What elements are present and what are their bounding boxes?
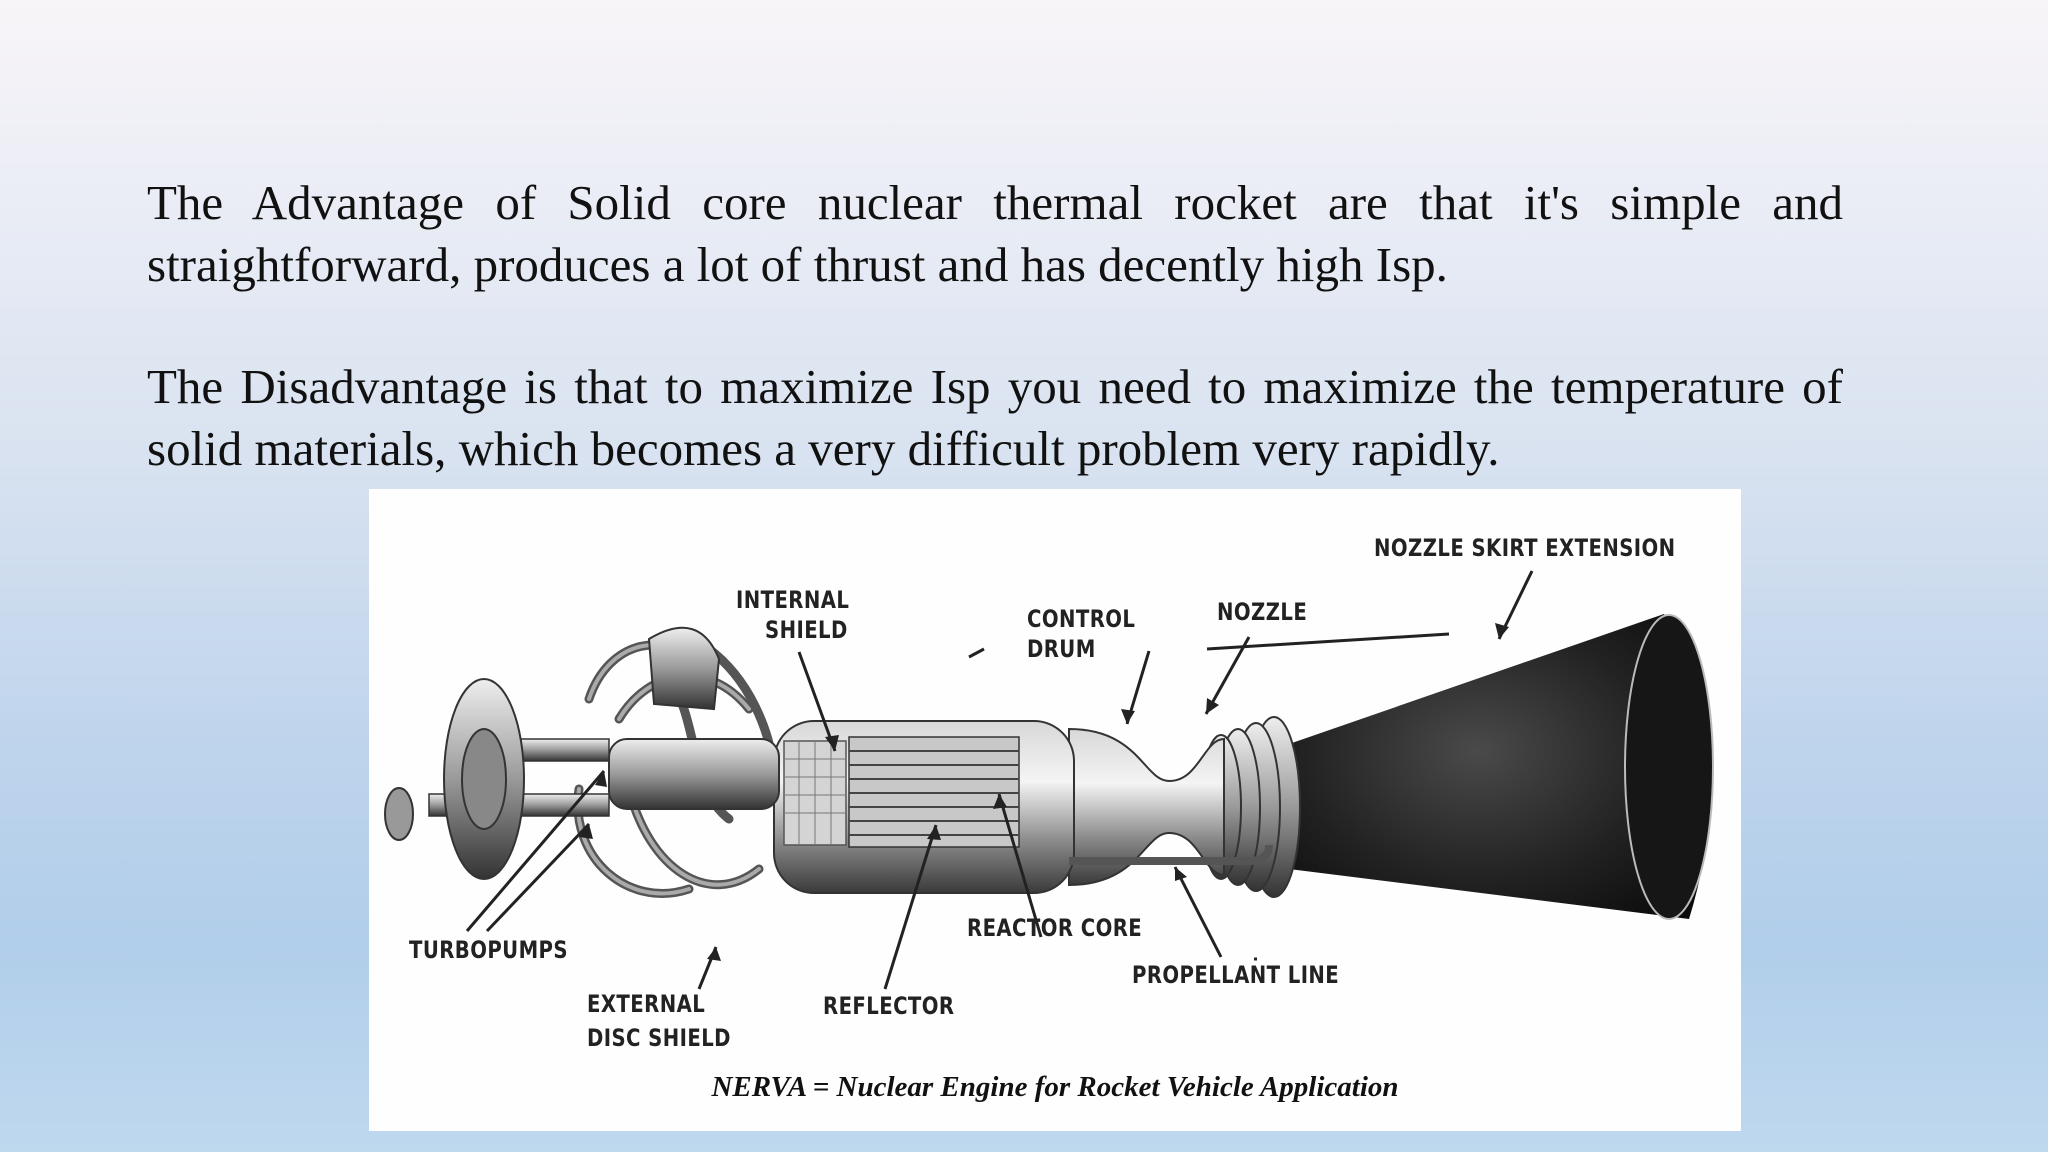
engine-illustration (369, 489, 1741, 1131)
label-reflector: REFLECTOR (823, 992, 955, 1020)
disadvantage-paragraph: The Disadvantage is that to maximize Isp you need to maximize the temperature of solid materials, which becomes a very difficult problem very rapidly. (147, 359, 1843, 476)
label-internal-shield-line1: INTERNAL (736, 586, 850, 614)
advantage-paragraph: The Advantage of Solid core nuclear thermal rocket are that it's simple and straightforward, produces a lot of thrust and has decently high Isp. (147, 175, 1843, 292)
label-internal-shield-line2: SHIELD (765, 616, 848, 644)
label-propellant-line: PROPELLANT LINE (1132, 961, 1340, 989)
external-disc-shield (649, 628, 719, 709)
label-reactor-core: REACTOR CORE (967, 914, 1143, 942)
label-control-drum-line1: CONTROL (1027, 605, 1136, 633)
label-nozzle: NOZZLE (1217, 598, 1308, 626)
label-nozzle-skirt-extension: NOZZLE SKIRT EXTENSION (1374, 534, 1676, 562)
label-control-drum-line2: DRUM (1027, 635, 1096, 663)
figure-caption: NERVA = Nuclear Engine for Rocket Vehicle Application (711, 1071, 1399, 1103)
label-turbopumps: TURBOPUMPS (409, 936, 568, 964)
label-external-disc-shield-line1: EXTERNAL (587, 990, 706, 1018)
label-external-disc-shield-line2: DISC SHIELD (587, 1024, 731, 1052)
nerva-engine-diagram (369, 489, 1741, 1131)
